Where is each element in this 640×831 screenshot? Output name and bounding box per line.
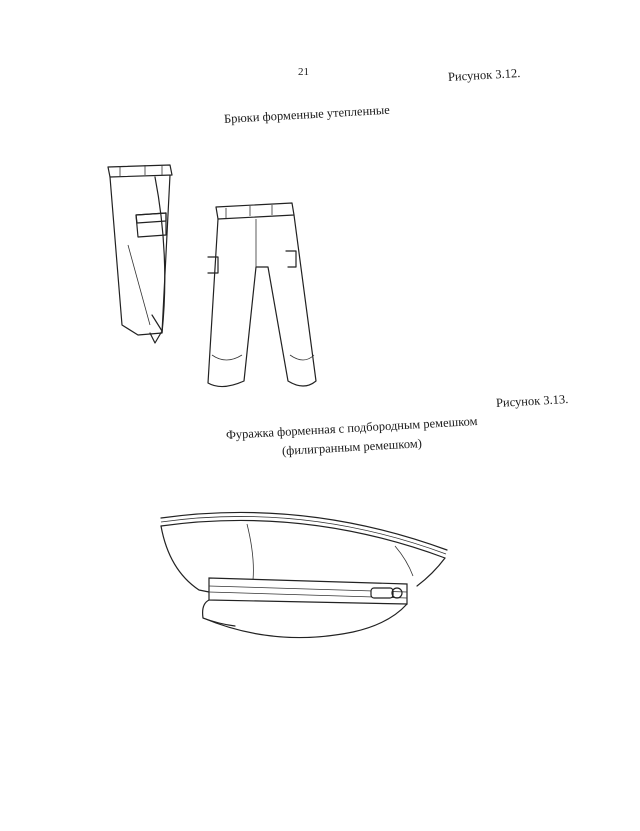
page-number: 21 — [298, 66, 309, 78]
cap-illustration-icon — [155, 500, 455, 660]
trousers-side-view-icon — [100, 155, 190, 355]
figure-title-trousers: Брюки форменные утепленные — [223, 102, 391, 126]
trousers-front-view-icon — [200, 195, 330, 395]
figure-title-cap-subtitle: (филигранным ремешком) — [281, 436, 423, 458]
figure-caption-3-12: Рисунок 3.12. — [447, 65, 521, 84]
figure-title-cap: Фуражка форменная с подбородным ремешком — [225, 413, 478, 442]
figure-caption-3-13: Рисунок 3.13. — [495, 391, 569, 410]
